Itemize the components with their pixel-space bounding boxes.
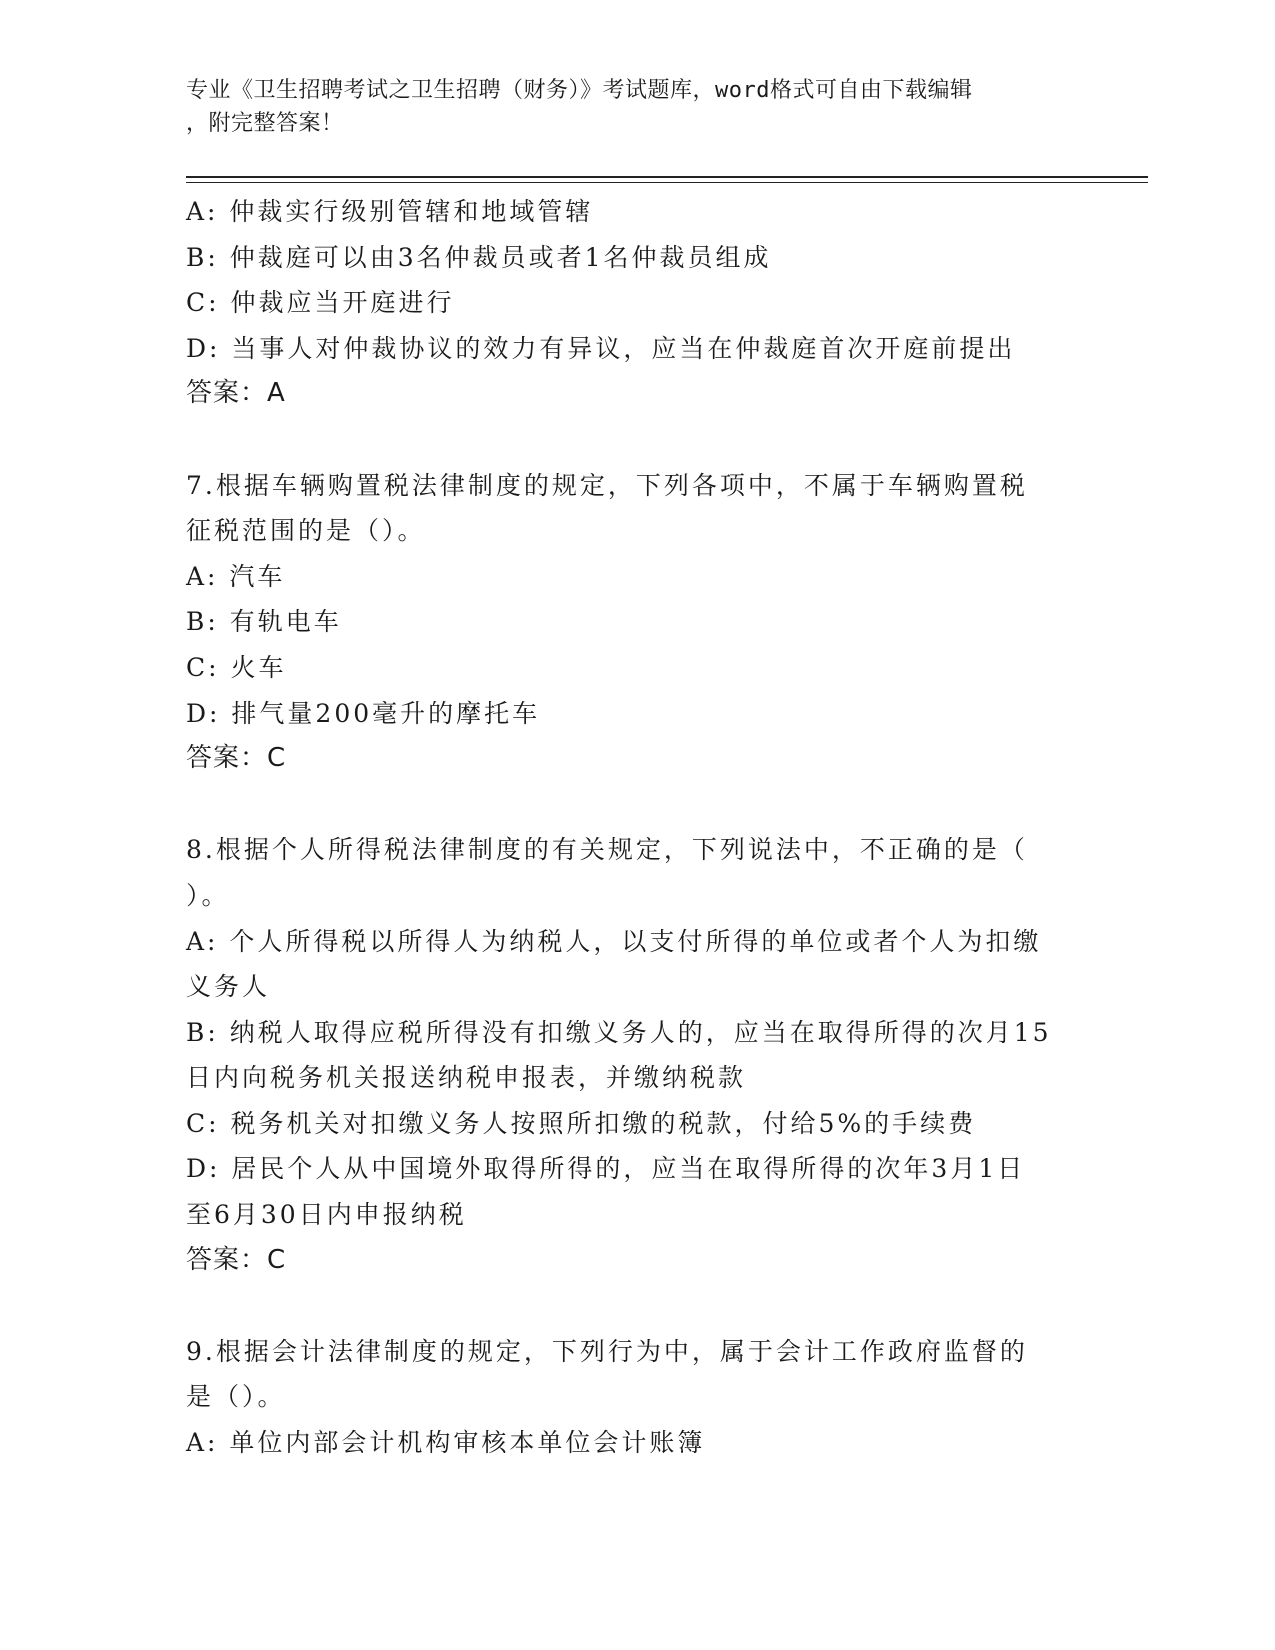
- option-c: C: 税务机关对扣缴义务人按照所扣缴的税款，付给5%的手续费: [186, 1108, 977, 1138]
- question-stem: 8.根据个人所得税法律制度的有关规定，下列说法中，不正确的是（: [186, 835, 1028, 865]
- question-list: [186, 189, 1086, 1466]
- question-block-8: [186, 827, 1086, 1283]
- option-b-continued: 日内向税务机关报送纳税申报表，并缴纳税款: [186, 1063, 747, 1093]
- question-block-9: [186, 1329, 1086, 1466]
- header-line-2: ，附完整答案！: [186, 111, 344, 136]
- spacer: [186, 417, 1086, 463]
- header-divider-thick: [186, 176, 1148, 178]
- question-stem: ）。: [186, 880, 230, 910]
- option-b: B: 有轨电车: [186, 607, 342, 637]
- spacer: [186, 782, 1086, 828]
- option-c: C: 火车: [186, 652, 287, 682]
- option-a: A: 仲裁实行级别管辖和地域管辖: [186, 197, 594, 226]
- spacer: [186, 1283, 1086, 1329]
- answer-line: 答案：A: [186, 378, 286, 409]
- option-d: D: 当事人对仲裁协议的效力有异议，应当在仲裁庭首次开庭前提出: [186, 333, 1016, 363]
- answer-line: 答案：C: [186, 1244, 287, 1275]
- option-b: B: 仲裁庭可以由3名仲裁员或者1名仲裁员组成: [186, 242, 772, 272]
- question-stem: 7.根据车辆购置税法律制度的规定，下列各项中，不属于车辆购置税: [186, 470, 1028, 500]
- question-block-7: [186, 463, 1086, 782]
- question-block-6: [186, 189, 1086, 417]
- option-d: D: 排气量200毫升的摩托车: [186, 698, 541, 728]
- option-c: C: 仲裁应当开庭进行: [186, 288, 455, 318]
- document-header: [186, 74, 1086, 140]
- option-a: A: 个人所得税以所得人为纳税人，以支付所得的单位或者个人为扣缴: [186, 926, 1042, 956]
- header-divider-thin: [186, 182, 1148, 183]
- question-stem: 9.根据会计法律制度的规定，下列行为中，属于会计工作政府监督的: [186, 1336, 1028, 1366]
- header-line-1: 专业《卫生招聘考试之卫生招聘（财务）》考试题库，word格式可自由下载编辑: [186, 78, 973, 103]
- option-b: B: 纳税人取得应税所得没有扣缴义务人的，应当在取得所得的次月15: [186, 1017, 1052, 1047]
- option-a: A: 单位内部会计机构审核本单位会计账簿: [186, 1428, 706, 1458]
- question-stem: 是（）。: [186, 1382, 286, 1412]
- answer-line: 答案：C: [186, 743, 287, 774]
- option-d-continued: 至6月30日内申报纳税: [186, 1200, 467, 1230]
- option-a-continued: 义务人: [186, 972, 271, 1002]
- question-stem: 征税范围的是（）。: [186, 516, 426, 546]
- option-a: A: 汽车: [186, 561, 286, 591]
- option-d: D: 居民个人从中国境外取得所得的，应当在取得所得的次年3月1日: [186, 1154, 1026, 1184]
